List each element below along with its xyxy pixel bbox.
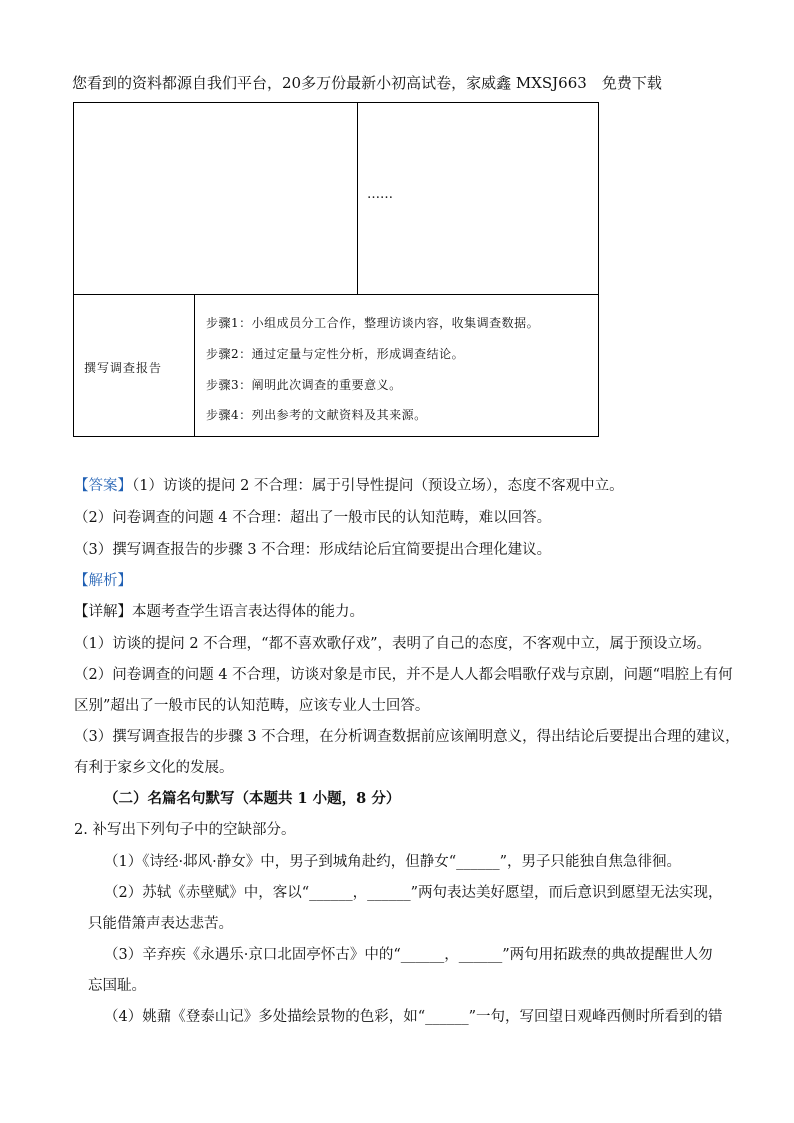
- ellipsis-cell: ……: [367, 187, 393, 202]
- page-header-banner: 您看到的资料都源自我们平台，20多万份最新小初高试卷，家威鑫 MXSJ663 免费下载: [72, 74, 662, 92]
- analysis-line: 有利于家乡文化的发展。: [74, 760, 234, 776]
- question-stem: 2. 补写出下列句子中的空缺部分。: [74, 822, 296, 838]
- step-item: 步骤3：阐明此次调查的重要意义。: [206, 378, 402, 392]
- row-label-report: 撰写调查报告: [84, 361, 163, 375]
- fill-blank-item: （3）辛弃疾《永遇乐·京口北固亭怀古》中的“______，______”两句用拓跋焘的典故提醒世人勿: [104, 947, 713, 963]
- analysis-line: （3）撰写调查报告的步骤 3 不合理，在分析调查数据前应该阐明意义，得出结论后要提出合理的建议，: [74, 729, 740, 745]
- step-item: 步骤2：通过定量与定性分析，形成调查结论。: [206, 347, 465, 361]
- answer-tag: 【答案】: [74, 478, 132, 494]
- answer-line: [74, 476, 624, 496]
- answer-line: （2）问卷调查的问题 4 不合理：超出了一般市民的认知范畴，难以回答。: [74, 510, 552, 526]
- analysis-line: 区别”超出了一般市民的认知范畴，应该专业人士回答。: [74, 698, 430, 714]
- detail-line: [74, 602, 364, 622]
- section-heading: （二）名篇名句默写（本题共 1 小题，8 分）: [104, 790, 401, 807]
- analysis-tag: 【解析】: [74, 573, 132, 589]
- fill-blank-item: 忘国耻。: [88, 978, 146, 994]
- detail-tag: 【详解】: [74, 604, 132, 620]
- table-divider: [357, 103, 358, 295]
- step-item: 步骤4：列出参考的文献资料及其来源。: [206, 408, 427, 422]
- detail-text: 本题考查学生语言表达得体的能力。: [132, 604, 364, 620]
- fill-blank-item: （4）姚鼐《登泰山记》多处描绘景物的色彩，如“______”一句，写回望日观峰西侧时所看到的错: [104, 1009, 723, 1025]
- analysis-line: （1）访谈的提问 2 不合理，“都不喜欢歌仔戏”，表明了自己的态度，不客观中立，属于预设立场。: [74, 636, 711, 652]
- fill-blank-item: 只能借箫声表达悲苦。: [88, 916, 233, 932]
- table-divider: [194, 294, 195, 437]
- answer-line: （3）撰写调查报告的步骤 3 不合理：形成结论后宜简要提出合理化建议。: [74, 542, 552, 558]
- answer-text: （1）访谈的提问 2 不合理：属于引导性提问（预设立场），态度不客观中立。: [132, 478, 624, 494]
- fill-blank-item: （1）《诗经·邶风·静女》中，男子到城角赴约，但静女“______”，男子只能独自焦急徘徊。: [104, 854, 682, 870]
- step-item: 步骤1：小组成员分工合作，整理访谈内容，收集调查数据。: [206, 316, 540, 330]
- fill-blank-item: （2）苏轼《赤壁赋》中，客以“______，______”两句表达美好愿望，而后意识到愿望无法实现，: [104, 885, 723, 901]
- analysis-line: （2）问卷调查的问题 4 不合理，访谈对象是市民，并不是人人都会唱歌仔戏与京剧，问题“唱腔上有何: [74, 667, 733, 683]
- survey-table: [73, 102, 599, 437]
- table-divider: [74, 294, 598, 295]
